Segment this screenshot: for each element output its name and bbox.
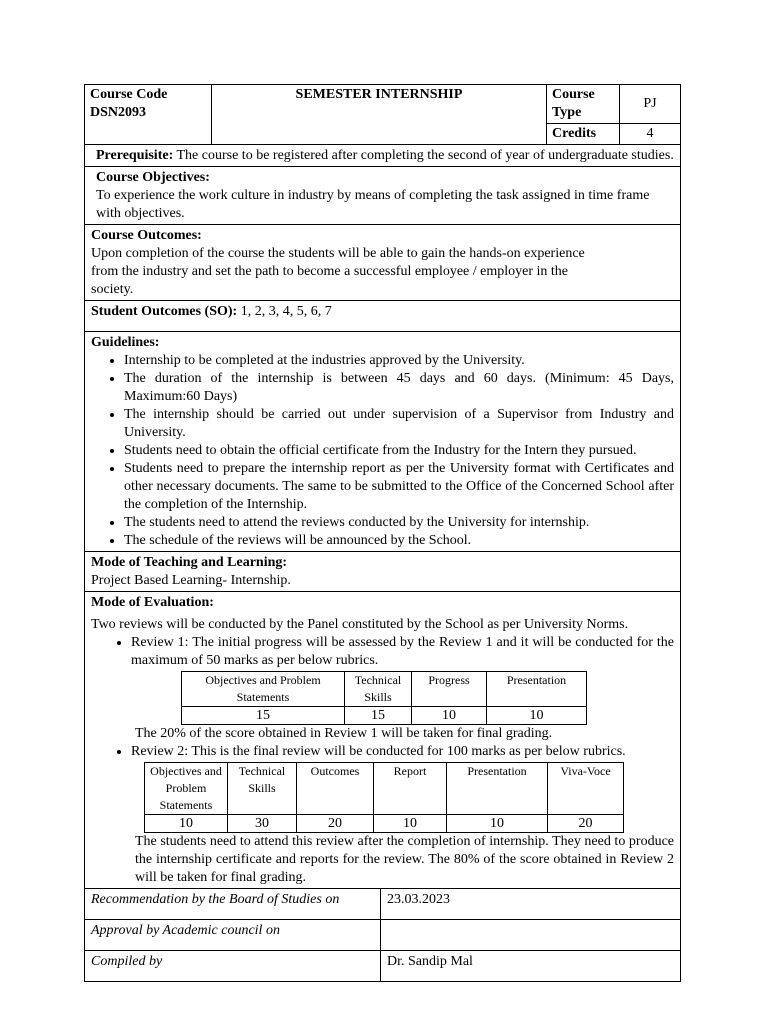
review2-text: • Review 2: This is the final review will be conducted for 100 marks as per below rubrics. — [131, 743, 674, 761]
guidelines-section — [84, 332, 681, 552]
outcomes-text: Upon completion of the course the students will be able to gain the hands-on experience from the industry and set the path to become a successful employee / employer in the society. — [91, 246, 585, 297]
guideline-item: • The students need to attend the reviews conducted by the University for internship. — [124, 514, 674, 532]
rubric-header: Presentation — [487, 672, 587, 707]
rubric-header: Outcomes — [297, 763, 374, 815]
teaching-section — [84, 552, 681, 592]
course-title: SEMESTER INTERNSHIP — [212, 85, 547, 145]
guideline-item: • The schedule of the reviews will be announced by the School. — [124, 532, 674, 550]
guideline-item: • Students need to prepare the internship report as per the University format with Certificates and other necessary documents. The same to be submitted to the Office of the Concerned School after the completion of the Internship. — [124, 460, 674, 514]
prerequisite-text: The course to be registered after completing the second of year of undergraduate studies. — [173, 148, 674, 163]
evaluation-label: Mode of Evaluation: — [91, 595, 214, 610]
teaching-text: Project Based Learning- Internship. — [91, 573, 291, 588]
outcomes-label: Course Outcomes: — [91, 228, 202, 243]
rubric-value: 10 — [412, 707, 487, 725]
objectives-label: Course Objectives: — [96, 170, 210, 185]
credits-value: 4 — [620, 124, 681, 145]
review1-rubric-table — [181, 671, 587, 725]
rubric-value: 15 — [345, 707, 412, 725]
rubric-value: 10 — [487, 707, 587, 725]
rubric-header: Objectives and Problem Statements — [145, 763, 228, 815]
credits-label: Credits — [547, 124, 620, 145]
rubric-value: 30 — [228, 815, 297, 833]
board-of-studies-label: Recommendation by the Board of Studies on — [85, 889, 381, 920]
review-list-2 — [91, 743, 674, 761]
prerequisite-section — [84, 145, 681, 167]
student-outcomes-label: Student Outcomes (SO): — [91, 304, 238, 319]
rubric-value: 15 — [182, 707, 345, 725]
objectives-text: To experience the work culture in industry by means of completing the task assigned in time frame with objectives. — [96, 188, 650, 221]
guideline-item: • The internship should be carried out under supervision of a Supervisor from Industry and University. — [124, 406, 674, 442]
course-code-label: Course Code — [90, 87, 168, 102]
rubric-header: Progress — [412, 672, 487, 707]
review2-rubric-table — [144, 762, 624, 833]
rubric-header: Objectives and Problem Statements — [182, 672, 345, 707]
course-type-value: PJ — [620, 85, 681, 124]
review2-note: The students need to attend this review after the completion of internship. They need to produce the internship certificate and reports for the review. The 80% of the score obtained in Review 2 will be taken for final grading. — [135, 834, 674, 885]
guidelines-list — [91, 352, 674, 550]
guideline-item: • The duration of the internship is between 45 days and 60 days. (Minimum: 45 Days, Maximum:60 Days) — [124, 370, 674, 406]
compiled-by-label: Compiled by — [85, 951, 381, 982]
rubric-value: 10 — [447, 815, 548, 833]
outcomes-section — [84, 225, 681, 301]
board-of-studies-date: 23.03.2023 — [381, 889, 681, 920]
evaluation-section — [84, 592, 681, 889]
student-outcomes-text: 1, 2, 3, 4, 5, 6, 7 — [237, 304, 332, 319]
guideline-item: • Students need to obtain the official certificate from the Industry for the Intern they pursued. — [124, 442, 674, 460]
course-document — [84, 84, 681, 982]
rubric-value: 20 — [297, 815, 374, 833]
course-header-table — [84, 84, 681, 145]
course-code-cell — [85, 85, 212, 145]
approval-table — [84, 889, 681, 982]
academic-council-date — [381, 920, 681, 951]
teaching-label: Mode of Teaching and Learning: — [91, 555, 288, 570]
guidelines-label: Guidelines: — [91, 335, 160, 350]
compiled-by-name: Dr. Sandip Mal — [381, 951, 681, 982]
review1-text: • Review 1: The initial progress will be assessed by the Review 1 and it will be conducted for the maximum of 50 marks as per below rubrics. — [131, 634, 674, 670]
rubric-header: Technical Skills — [228, 763, 297, 815]
rubric-header: Presentation — [447, 763, 548, 815]
student-outcomes-section — [84, 301, 681, 332]
rubric-header: Technical Skills — [345, 672, 412, 707]
rubric-header: Report — [374, 763, 447, 815]
academic-council-label: Approval by Academic council on — [85, 920, 381, 951]
course-type-label: Course Type — [547, 85, 620, 124]
course-code: DSN2093 — [90, 105, 147, 120]
evaluation-intro: Two reviews will be conducted by the Panel constituted by the School as per University Norms. — [91, 617, 629, 632]
objectives-section — [84, 167, 681, 225]
guideline-item: • Internship to be completed at the industries approved by the University. — [124, 352, 674, 370]
prerequisite-label: Prerequisite: — [96, 148, 174, 163]
rubric-value: 10 — [145, 815, 228, 833]
rubric-header: Viva-Voce — [548, 763, 624, 815]
review1-note: The 20% of the score obtained in Review 1 will be taken for final grading. — [135, 726, 553, 741]
review-list — [91, 634, 674, 670]
rubric-value: 20 — [548, 815, 624, 833]
rubric-value: 10 — [374, 815, 447, 833]
